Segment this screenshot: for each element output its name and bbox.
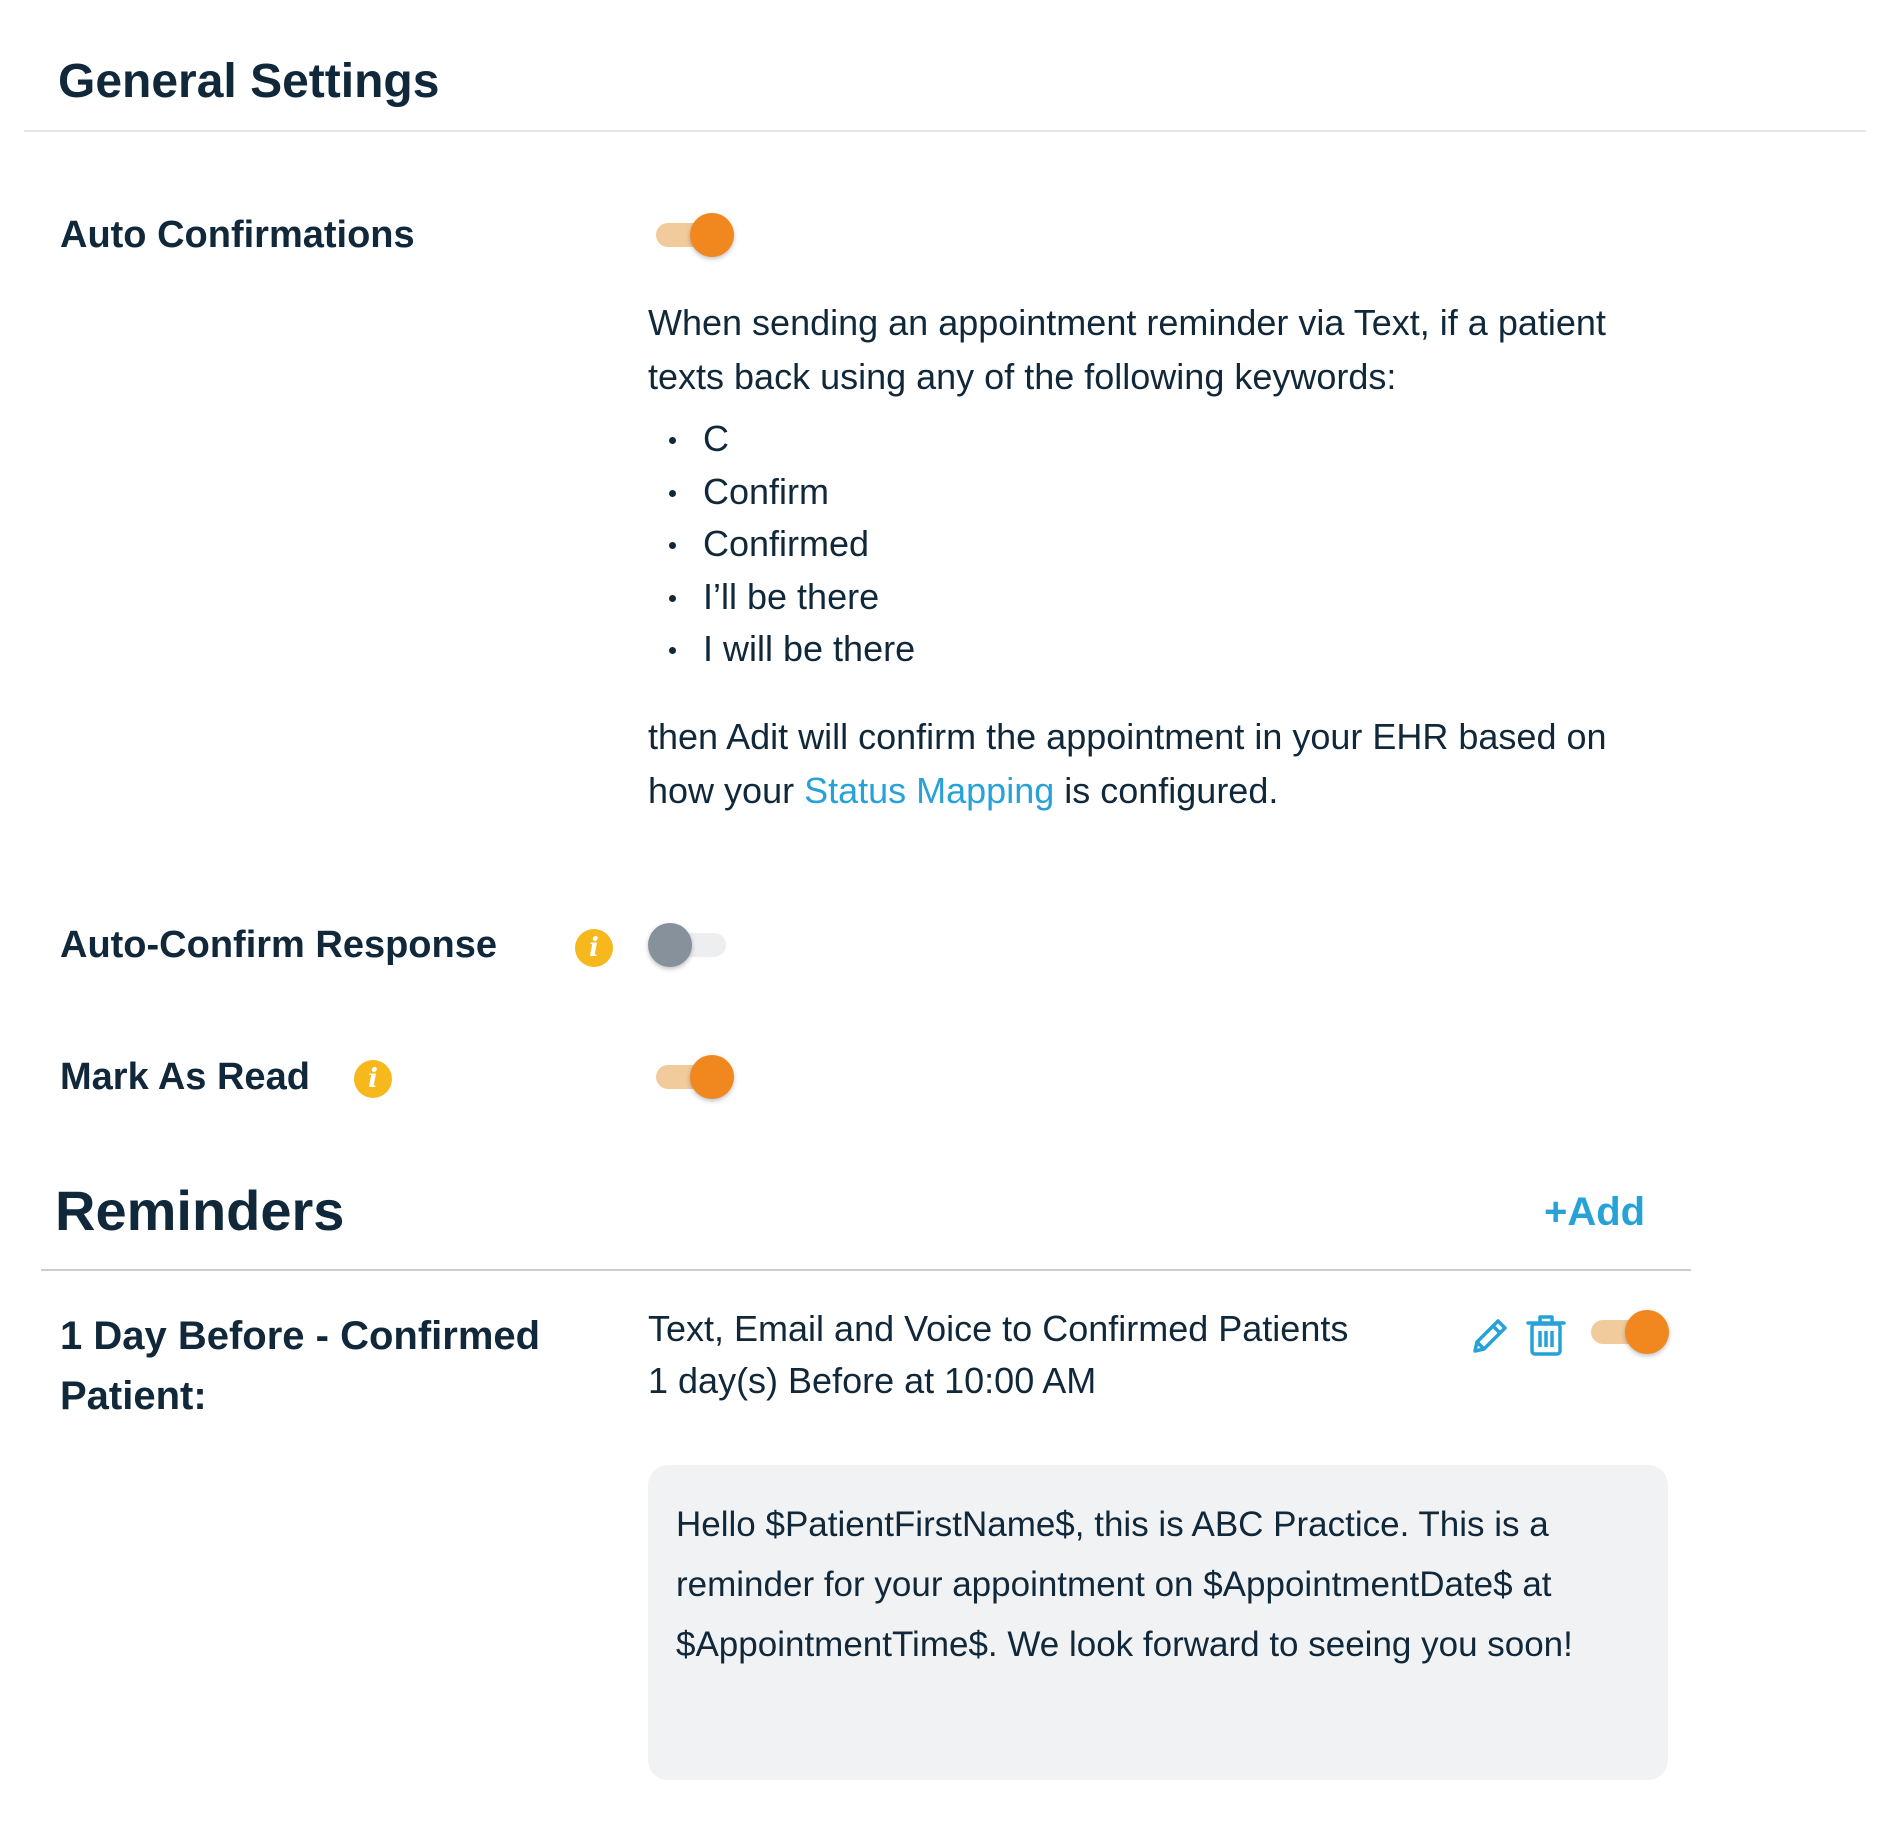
reminder-toggle[interactable] [1585, 1307, 1669, 1357]
auto-confirm-response-toggle[interactable] [648, 920, 732, 970]
toggle-knob [690, 213, 734, 257]
reminder-timing: 1 day(s) Before at 10:00 AM [648, 1360, 1097, 1401]
delete-trash-icon[interactable] [1522, 1311, 1570, 1359]
outro-text-after: is configured. [1054, 770, 1279, 811]
reminder-summary [648, 1303, 1348, 1407]
reminders-title: Reminders [55, 1179, 345, 1242]
auto-confirmations-description-outro [648, 710, 1628, 818]
info-icon[interactable]: i [575, 929, 613, 967]
mark-as-read-label: Mark As Read [60, 1056, 310, 1098]
reminder-label: 1 Day Before - Confirmed Patient: [60, 1314, 541, 1418]
auto-confirmations-toggle[interactable] [650, 210, 734, 260]
reminder-channels: Text, Email and Voice to Confirmed Patients [648, 1308, 1349, 1349]
auto-confirmations-description-intro: When sending an appointment reminder via Text, if a patient texts back using any of the following keywords: [648, 302, 1606, 397]
add-reminder-button[interactable]: +Add [1544, 1190, 1646, 1234]
status-mapping-link[interactable]: Status Mapping [804, 770, 1055, 811]
toggle-knob [1625, 1310, 1669, 1354]
auto-confirmations-label: Auto Confirmations [60, 214, 415, 256]
outro-text-before: then Adit will confirm the appointment in your EHR based on how your [648, 716, 1607, 811]
pencil-icon-graphic [1466, 1312, 1514, 1360]
toggle-knob [648, 923, 692, 967]
keyword-item: I will be there [648, 623, 915, 676]
trash-icon-graphic [1522, 1311, 1570, 1359]
mark-as-read-toggle[interactable] [650, 1052, 734, 1102]
keyword-list [648, 413, 915, 676]
keyword-item: Confirm [648, 466, 915, 519]
reminders-divider [41, 1269, 1691, 1271]
header-divider [24, 130, 1866, 132]
toggle-knob [690, 1055, 734, 1099]
reminder-message-preview: Hello $PatientFirstName$, this is ABC Practice. This is a reminder for your appointment on $AppointmentDate$ at $AppointmentTime$. We look forward to seeing you soon! [648, 1465, 1668, 1780]
keyword-item: Confirmed [648, 518, 915, 571]
keyword-item: C [648, 413, 915, 466]
edit-pencil-icon[interactable] [1466, 1312, 1514, 1360]
info-icon[interactable]: i [354, 1060, 392, 1098]
page-title: General Settings [58, 55, 440, 108]
keyword-item: I’ll be there [648, 571, 915, 624]
auto-confirm-response-label: Auto-Confirm Response [60, 924, 497, 966]
